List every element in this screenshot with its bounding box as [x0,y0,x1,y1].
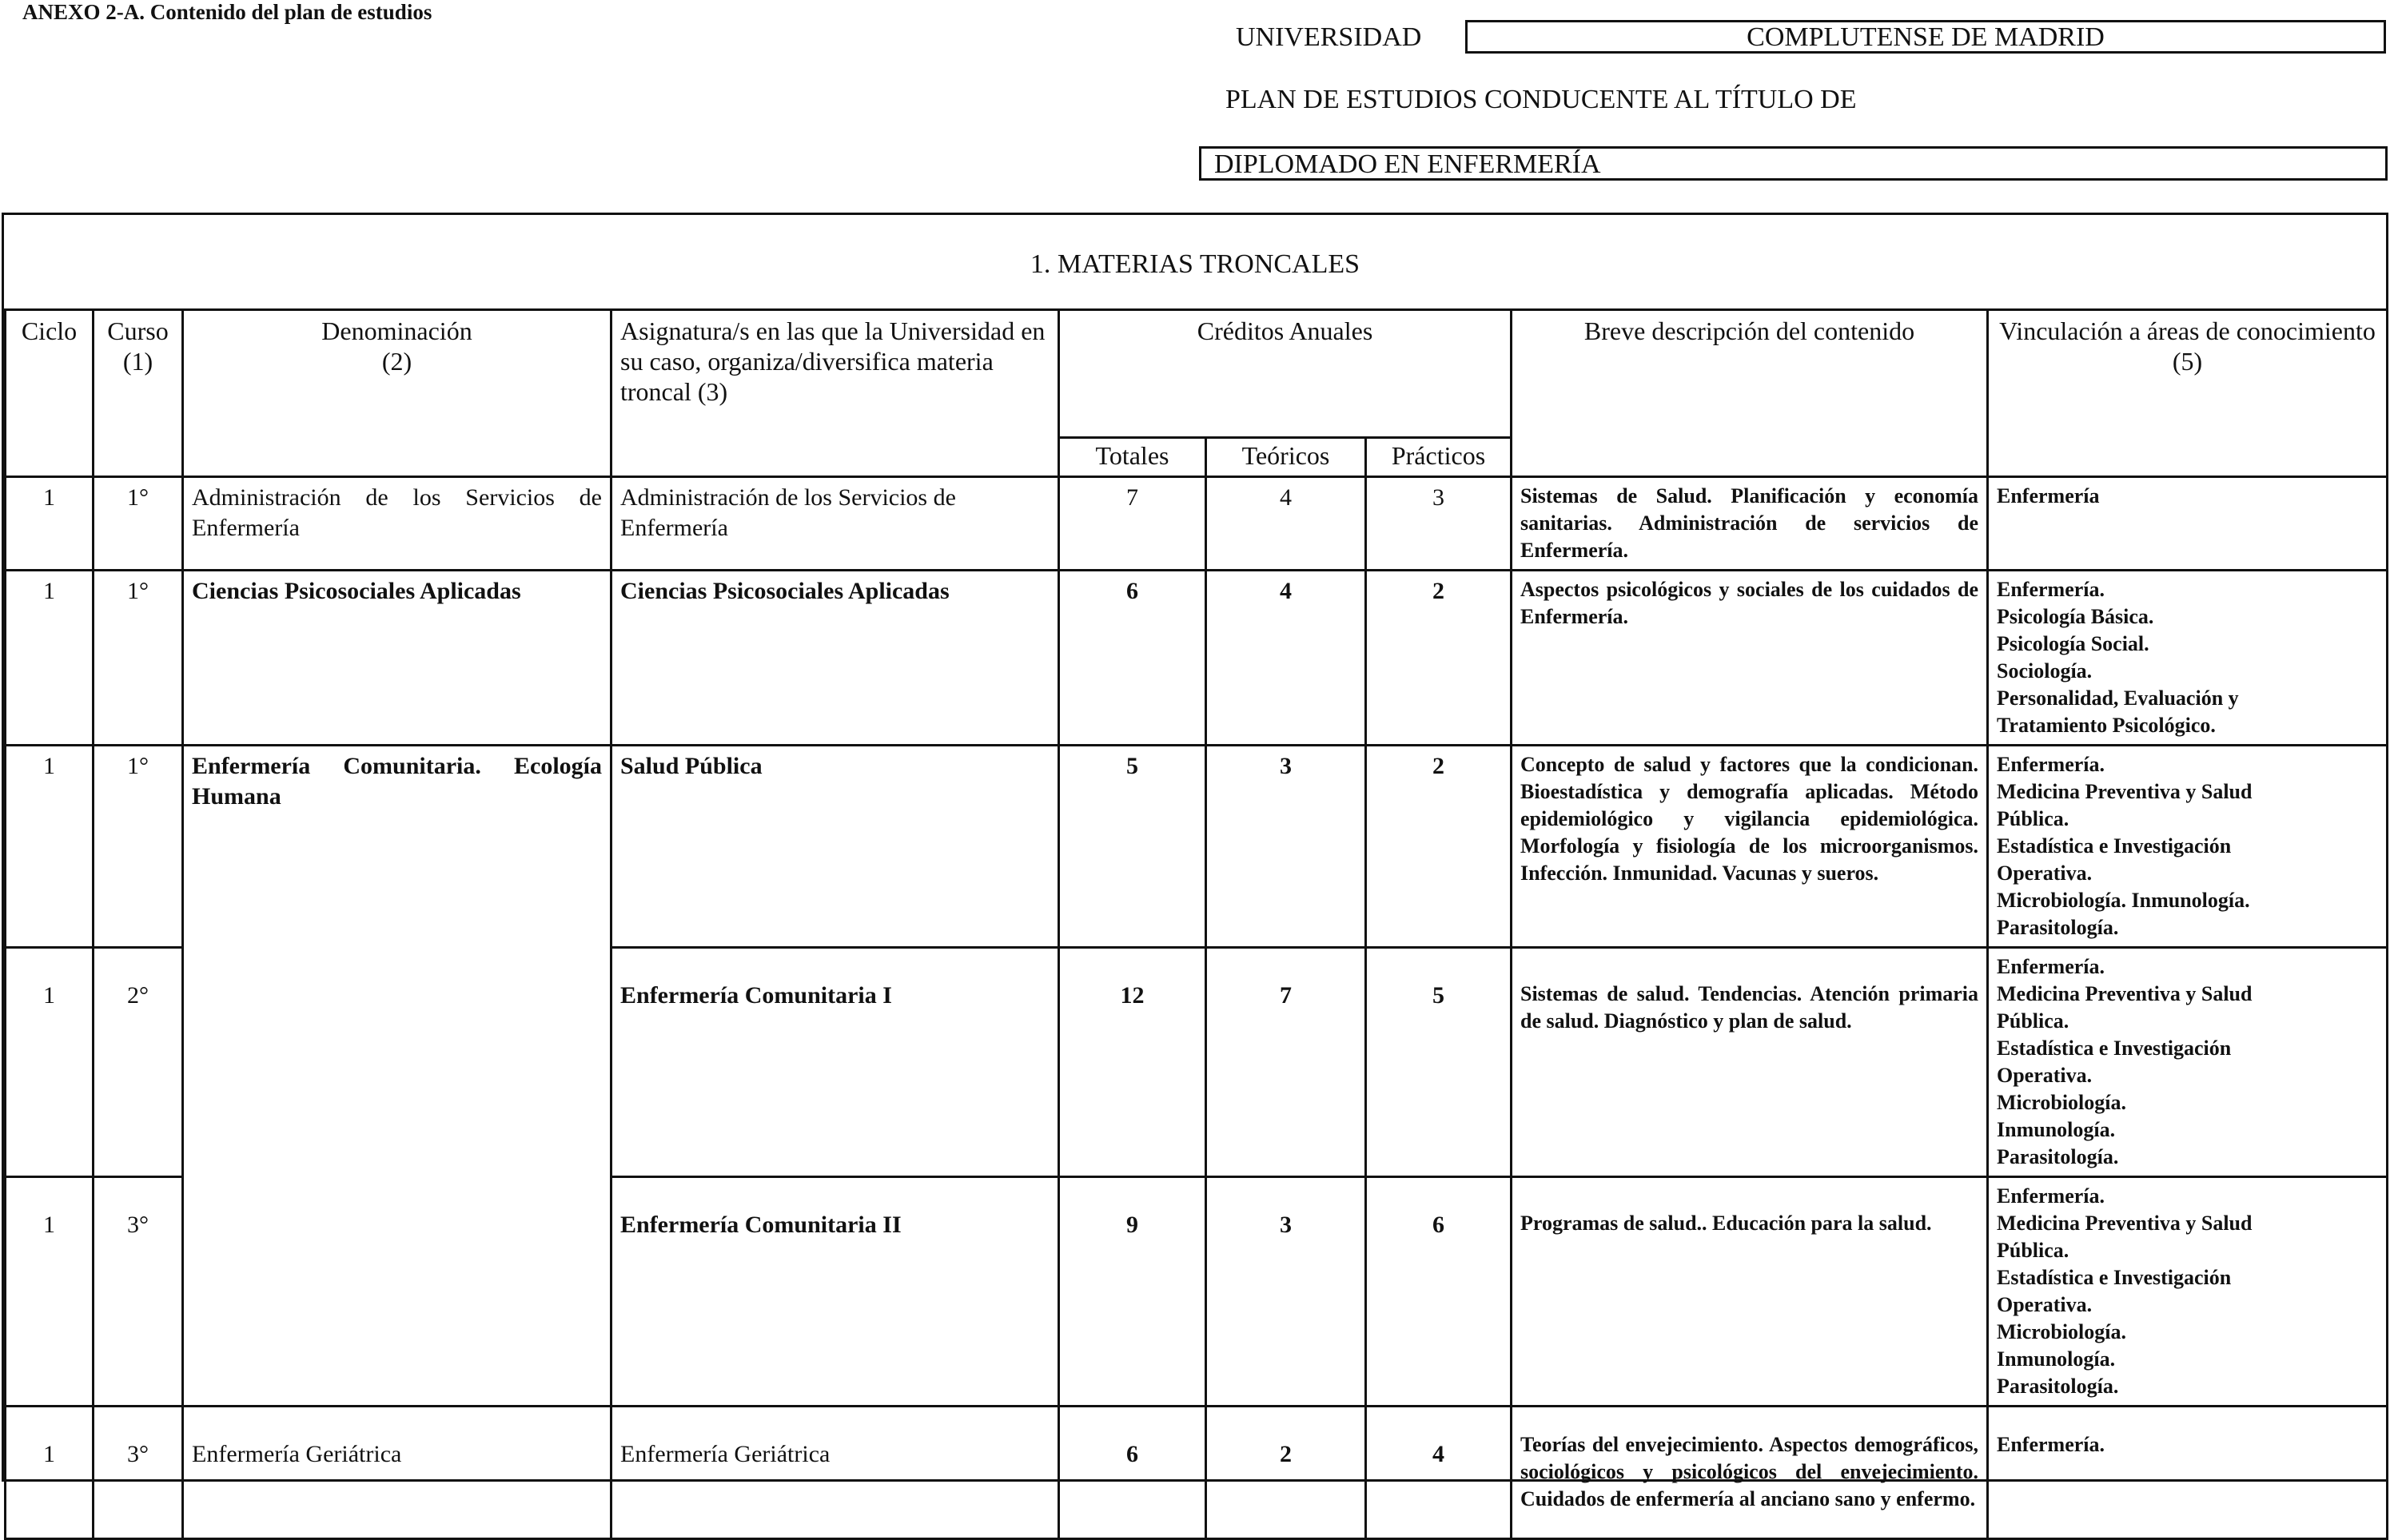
practicos-cell: 4 [1366,1407,1512,1539]
area-item: Operativa. [1997,1293,2093,1316]
ciclo-cell: 1 [6,746,94,948]
area-item: Operativa. [1997,1064,2093,1087]
teoricos-cell: 4 [1206,477,1366,571]
area-item: Pública. [1997,1009,2069,1033]
area-item: Medicina Preventiva y Salud [1997,1212,2253,1235]
asignatura-cell: Administración de los Servicios de Enfermería [611,477,1059,571]
curso-cell: 2° [94,948,183,1177]
areas-cell [1988,948,2388,1177]
practicos-cell: 3 [1366,477,1512,571]
denominacion-cell: Enfermería Geriátrica [183,1407,611,1539]
denominacion-cell: Enfermería Comunitaria. Ecología Humana [183,746,611,1407]
area-item: Enfermería. [1997,955,2105,978]
curso-cell: 1° [94,477,183,571]
table-row [6,1407,2388,1539]
table-row [6,746,2388,948]
denominacion-cell: Administración de los Servicios de Enfermería [183,477,611,571]
totales-cell: 6 [1059,1407,1206,1539]
area-item: Personalidad, Evaluación y [1997,686,2239,710]
descripcion-cell: Aspectos psicológicos y sociales de los cuidados de Enfermería. [1512,571,1988,746]
descripcion-cell: Programas de salud.. Educación para la salud. [1512,1177,1988,1407]
annex-title: ANEXO 2-A. Contenido del plan de estudios [22,0,432,24]
area-item: Inmunología. [1997,1118,2116,1141]
area-item: Sociología. [1997,659,2093,682]
asignatura-cell: Enfermería Comunitaria II [611,1177,1059,1407]
col-teoricos-header: Teóricos [1206,438,1366,477]
area-item: Parasitología. [1997,916,2119,939]
descripcion-cell: Concepto de salud y factores que la condicionan. Bioestadística y demografía aplicadas. Método epidemiológico y vigilancia epidemiológica. Morfología y fisiología de los microorganismos. Infección. Inmunidad. Vacunas y sueros. [1512,746,1988,948]
col-ciclo-header: Ciclo [6,310,94,477]
asignatura-cell: Salud Pública [611,746,1059,948]
header-row-1 [6,310,2388,438]
area-item: Medicina Preventiva y Salud [1997,982,2253,1005]
ciclo-cell: 1 [6,1177,94,1407]
area-item: Tratamiento Psicológico. [1997,714,2216,737]
curso-cell: 1° [94,571,183,746]
area-item: Medicina Preventiva y Salud [1997,780,2253,803]
col-totales-header: Totales [1059,438,1206,477]
descripcion-cell: Teorías del envejecimiento. Aspectos demográficos, sociológicos y psicológicos del envejecimiento. Cuidados de enfermería al anciano sano y enfermo. [1512,1407,1988,1539]
teoricos-cell: 7 [1206,948,1366,1177]
curso-cell: 3° [94,1407,183,1539]
asignatura-cell: Ciencias Psicosociales Aplicadas [611,571,1059,746]
plan-label: PLAN DE ESTUDIOS CONDUCENTE AL TÍTULO DE [1225,85,1857,114]
practicos-cell: 2 [1366,571,1512,746]
ciclo-cell: 1 [6,571,94,746]
practicos-cell: 5 [1366,948,1512,1177]
denominacion-cell: Ciencias Psicosociales Aplicadas [183,571,611,746]
totales-cell: 9 [1059,1177,1206,1407]
table-row [6,477,2388,571]
totales-cell: 6 [1059,571,1206,746]
area-item: Pública. [1997,807,2069,830]
area-item: Enfermería [1997,484,2100,507]
totales-cell: 12 [1059,948,1206,1177]
area-item: Psicología Básica. [1997,605,2154,628]
teoricos-cell: 2 [1206,1407,1366,1539]
col-creditos-header: Créditos Anuales [1059,310,1512,438]
area-item: Estadística e Investigación [1997,1037,2232,1060]
university-name-box: COMPLUTENSE DE MADRID [1465,20,2386,54]
ciclo-cell: 1 [6,477,94,571]
area-item: Enfermería. [1997,578,2105,601]
descripcion-cell: Sistemas de Salud. Planificación y economía sanitarias. Administración de servicios de Enfermería. [1512,477,1988,571]
col-vinculacion-header: Vinculación a áreas de conocimiento (5) [1988,310,2388,477]
area-item: Parasitología. [1997,1145,2119,1168]
degree-name-box: DIPLOMADO EN ENFERMERÍA [1199,146,2388,181]
col-practicos-header: Prácticos [1366,438,1512,477]
practicos-cell: 2 [1366,746,1512,948]
ciclo-cell: 1 [6,1407,94,1539]
col-asignatura-header: Asignatura/s en las que la Universidad en su caso, organiza/diversifica materia troncal (3) [611,310,1059,477]
areas-cell [1988,1177,2388,1407]
university-label: UNIVERSIDAD [1236,22,1422,52]
area-item: Microbiología. [1997,1091,2127,1114]
area-item: Estadística e Investigación [1997,1266,2232,1289]
ciclo-cell: 1 [6,948,94,1177]
curso-cell: 1° [94,746,183,948]
col-descripcion-header: Breve descripción del contenido [1512,310,1988,477]
curriculum-table-frame [2,213,2388,1510]
asignatura-cell: Enfermería Geriátrica [611,1407,1059,1539]
area-item: Microbiología. Inmunología. [1997,889,2250,912]
teoricos-cell: 3 [1206,1177,1366,1407]
area-item: Pública. [1997,1239,2069,1262]
areas-cell [1988,746,2388,948]
descripcion-cell: Sistemas de salud. Tendencias. Atención primaria de salud. Diagnóstico y plan de salud. [1512,948,1988,1177]
totales-cell: 5 [1059,746,1206,948]
curso-cell: 3° [94,1177,183,1407]
areas-cell [1988,571,2388,746]
areas-cell [1988,477,2388,571]
area-item: Operativa. [1997,862,2093,885]
area-item: Estadística e Investigación [1997,834,2232,858]
area-item: Parasitología. [1997,1375,2119,1398]
asignatura-cell: Enfermería Comunitaria I [611,948,1059,1177]
practicos-cell: 6 [1366,1177,1512,1407]
teoricos-cell: 3 [1206,746,1366,948]
col-curso-header: Curso (1) [94,310,183,477]
area-item: Enfermería. [1997,753,2105,776]
table-row [6,571,2388,746]
totales-cell: 7 [1059,477,1206,571]
area-item: Enfermería. [1997,1433,2105,1456]
area-item: Enfermería. [1997,1184,2105,1208]
area-item: Microbiología. [1997,1320,2127,1343]
area-item: Psicología Social. [1997,632,2149,655]
section-title: 1. MATERIAS TRONCALES [4,215,2386,311]
col-denominacion-header: Denominación (2) [183,310,611,477]
areas-cell [1988,1407,2388,1539]
curriculum-table [4,308,2388,1540]
area-item: Inmunología. [1997,1347,2116,1371]
teoricos-cell: 4 [1206,571,1366,746]
